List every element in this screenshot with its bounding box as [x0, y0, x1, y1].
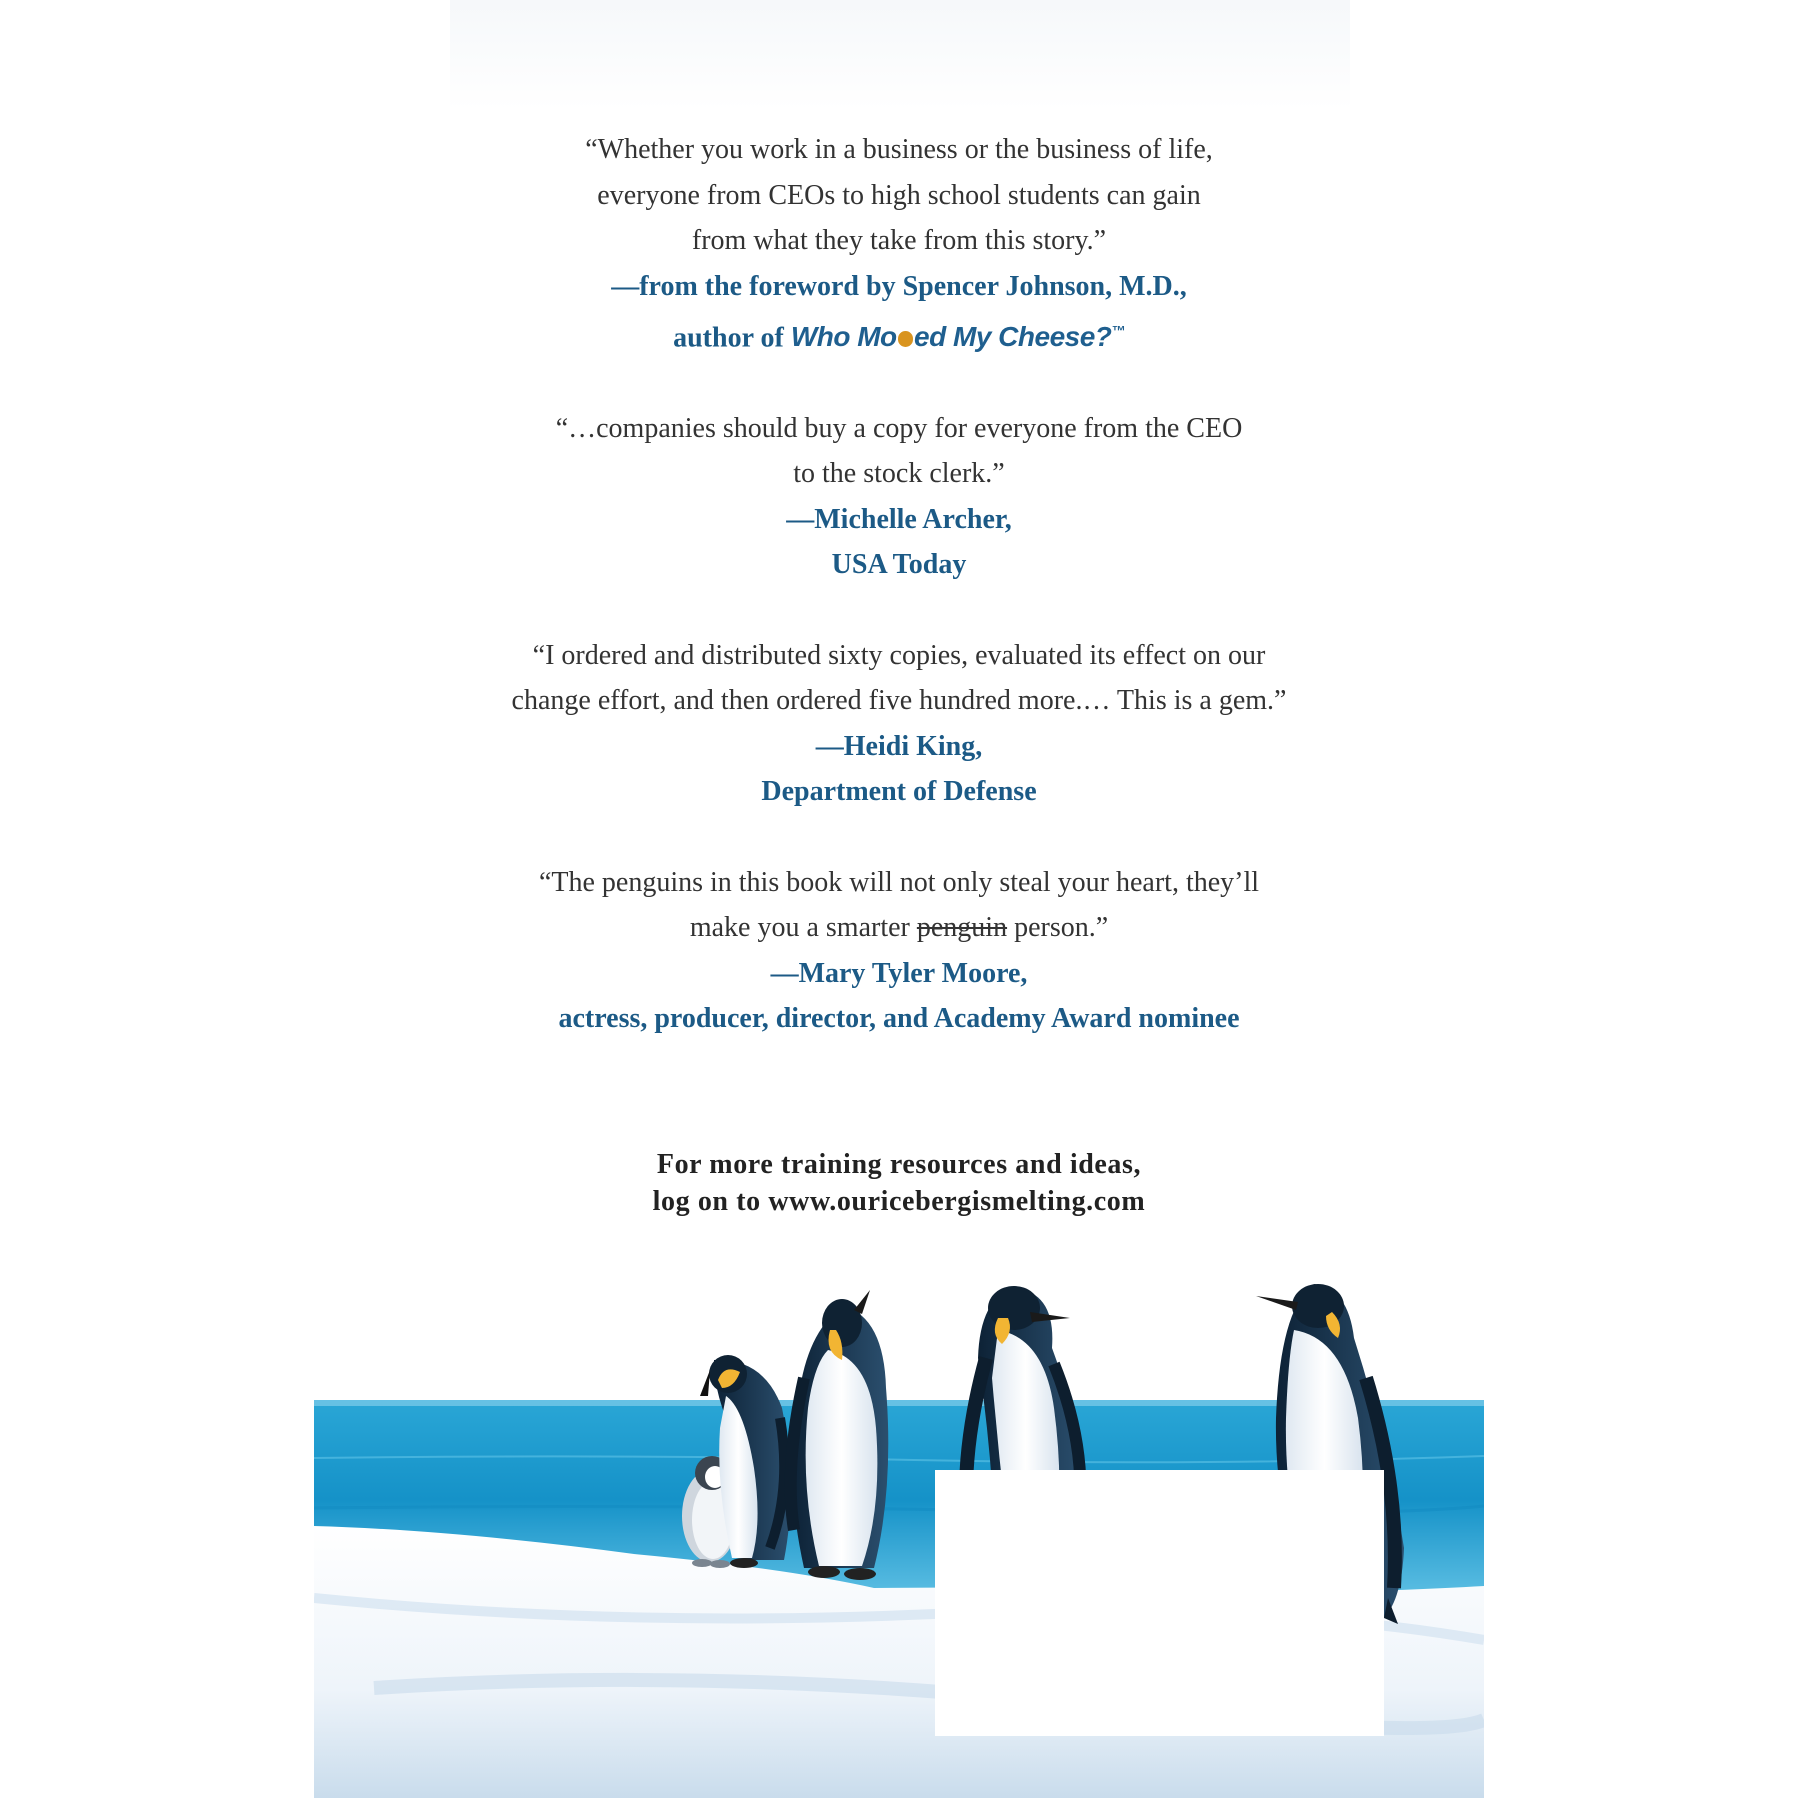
- book-title-start: Who Mo: [790, 321, 897, 353]
- penguin-illustration: [314, 1268, 1484, 1798]
- quote-4-line-2-after: person.”: [1014, 912, 1109, 944]
- quote-1-line-3: from what they take from this story.”: [691, 225, 1107, 256]
- quote-3-line-2: change effort, and then ordered five hundred more.… This is a gem.”: [511, 685, 1287, 717]
- resources-line-1: For more training resources and ideas,: [656, 1149, 1142, 1180]
- resources-note: [0, 1146, 1798, 1220]
- quote-3-attribution-source: Department of Defense: [761, 776, 1037, 808]
- quote-2-line-2: to the stock clerk.”: [793, 458, 1005, 490]
- quote-4-line-2-before: make you a smarter: [689, 912, 910, 944]
- quote-4-line-2: [0, 905, 1798, 951]
- quote-2-line-1: “…companies should buy a copy for everyone from the CEO: [555, 412, 1243, 444]
- quote-4-attribution-source: actress, producer, director, and Academy Award nominee: [558, 1003, 1240, 1035]
- trademark-symbol: ™: [1111, 323, 1125, 339]
- quote-3-line-1: “I ordered and distributed sixty copies, evaluated its effect on our: [532, 639, 1266, 671]
- quote-1-attribution: —from the foreword by Spencer Johnson, M.D.,: [611, 270, 1187, 302]
- quote-1-line-1: “Whether you work in a business or the business of life,: [585, 134, 1213, 165]
- quote-block-3: [0, 633, 1798, 815]
- quote-block-1: [0, 127, 1798, 361]
- quote-block-4: [0, 860, 1798, 1042]
- quotes-section: [0, 127, 1798, 1042]
- resources-website-line: log on to www.ouricebergismelting.com: [652, 1186, 1146, 1217]
- quote-2-attribution-source: USA Today: [831, 549, 967, 581]
- quote-1-line-2: everyone from CEOs to high school students can gain: [597, 179, 1201, 211]
- white-label-box: [935, 1470, 1384, 1736]
- book-title-end: ed My Cheese?: [914, 321, 1112, 353]
- quote-1-author-line: [0, 309, 1798, 361]
- quote-3-attribution-name: —Heidi King,: [815, 730, 983, 762]
- faint-header-band: [450, 0, 1350, 110]
- cheese-icon: [898, 331, 913, 346]
- quote-block-2: [0, 406, 1798, 588]
- quote-4-attribution-name: —Mary Tyler Moore,: [770, 957, 1028, 989]
- penguin-icon: [791, 1290, 889, 1580]
- struck-word: penguin: [916, 912, 1008, 944]
- quote-2-attribution-name: —Michelle Archer,: [786, 503, 1012, 535]
- book-title: [791, 321, 1125, 352]
- quote-4-line-1: “The penguins in this book will not only steal your heart, they’ll: [538, 866, 1260, 898]
- author-of-label: author of: [673, 322, 784, 354]
